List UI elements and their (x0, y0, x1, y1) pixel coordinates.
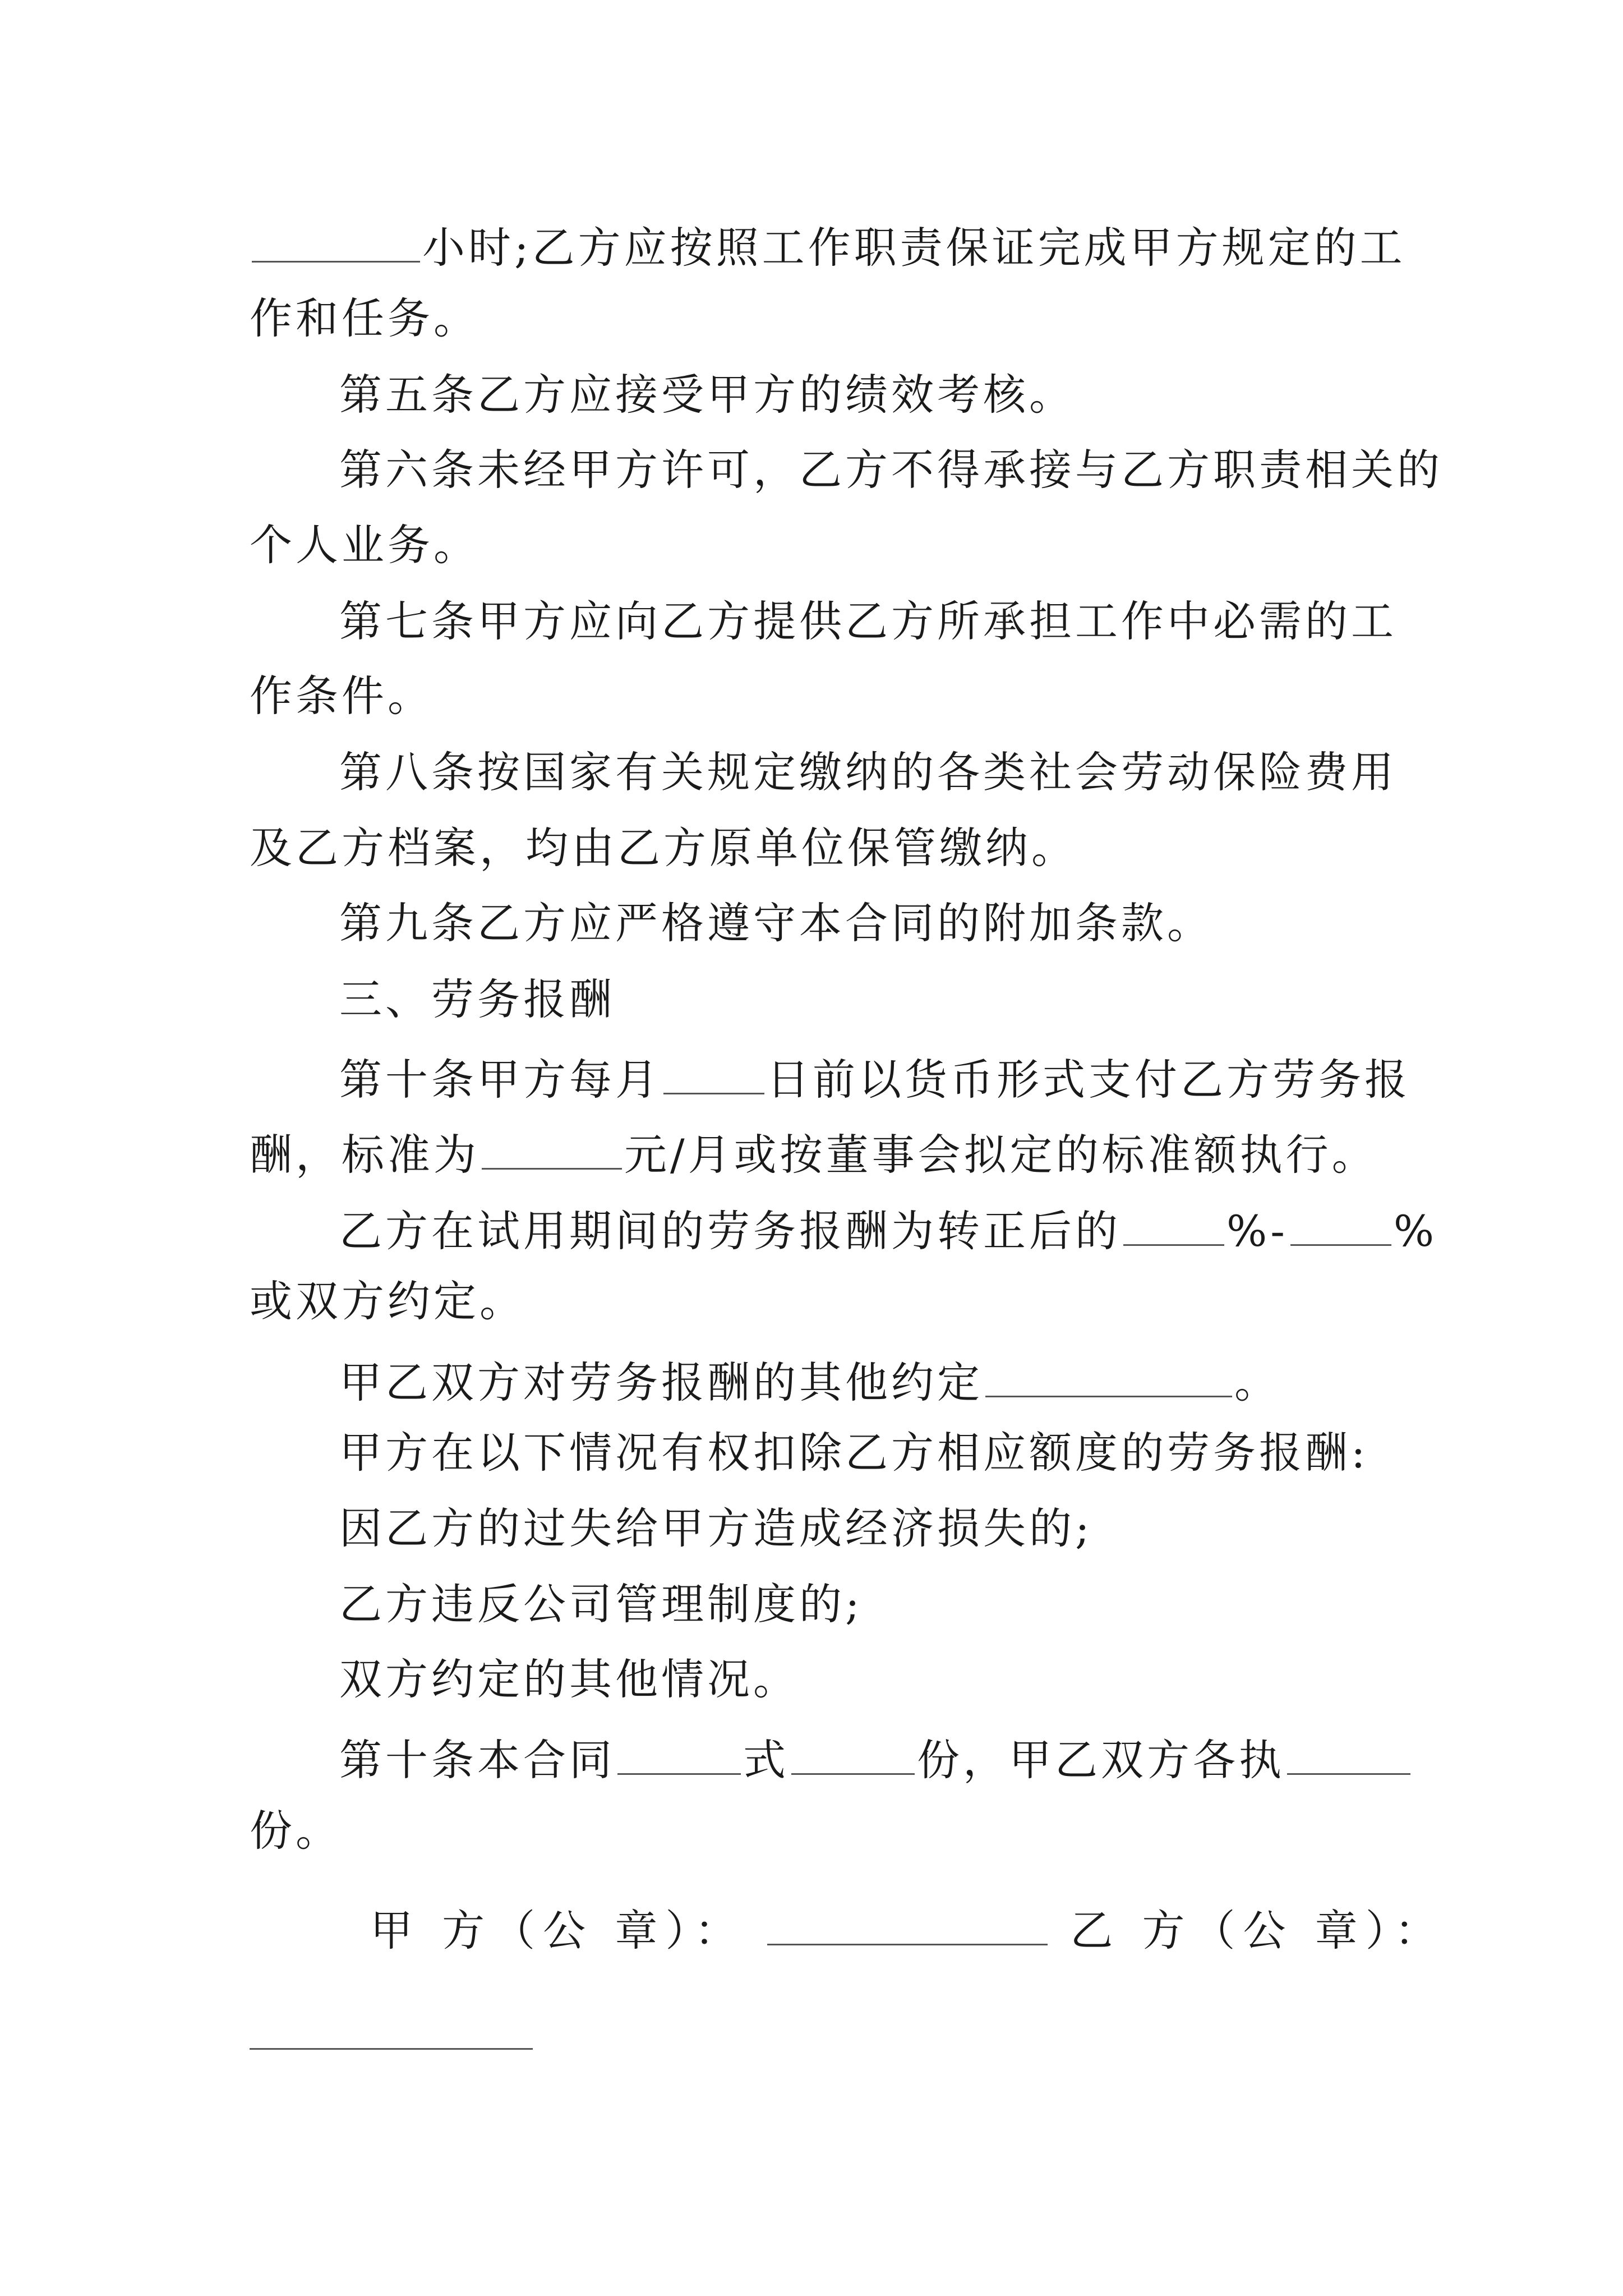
article10-line1: 第十条甲方每月 日前以货币形式支付乙方劳务报 (339, 1055, 1410, 1105)
deduction-item-1: 因乙方的过失给甲方造成经济损失的; (339, 1503, 1093, 1553)
article4-line1 (250, 222, 1406, 273)
article7-line2: 作条件。 (250, 671, 434, 721)
signature-line (370, 1904, 1445, 1955)
copies-count-blank[interactable] (791, 1734, 915, 1775)
article6-line1: 第六条未经甲方许可，乙方不得承接与乙方职责相关的 (339, 445, 1443, 495)
article7-line1: 第七条甲方应向乙方提供乙方所承担工作中必需的工 (339, 596, 1397, 646)
copies-line1: 第十条本合同 式 份，甲乙双方各执 (339, 1734, 1413, 1782)
party-a-seal-blank[interactable] (767, 1904, 1048, 1945)
copies-form-blank[interactable] (617, 1734, 741, 1775)
section3-heading: 三、劳务报酬 (339, 974, 615, 1024)
party-b-seal-label: 乙 方（公 章）： (1070, 1906, 1445, 1955)
pay-day-blank[interactable] (663, 1053, 764, 1094)
article9: 第九条乙方应严格遵守本合同的附加条款。 (339, 898, 1213, 948)
article8-line1: 第八条按国家有关规定缴纳的各类社会劳动保险费用 (339, 747, 1397, 797)
article8-line2: 及乙方档案，均由乙方原单位保管缴纳。 (250, 823, 1077, 873)
deduction-intro: 甲方在以下情况有权扣除乙方相应额度的劳务报酬: (339, 1428, 1369, 1478)
article6-line2: 个人业务。 (250, 520, 479, 570)
article4-line2: 作和任务。 (250, 293, 479, 343)
other-agreement-blank[interactable] (985, 1356, 1232, 1397)
party-b-seal-blank[interactable] (250, 2048, 533, 2050)
copies-line2: 份。 (250, 1806, 342, 1856)
probation-line1: 乙方在试用期间的劳务报酬为转正后的 %- % (339, 1206, 1438, 1256)
copies-each-blank[interactable] (1287, 1734, 1410, 1775)
party-a-seal-label: 甲 方（公 章）： (370, 1906, 745, 1955)
deduction-item-2: 乙方违反公司管理制度的; (339, 1579, 863, 1629)
probation-line2: 或双方约定。 (250, 1276, 525, 1326)
salary-amount-blank[interactable] (482, 1129, 622, 1170)
probation-max-blank[interactable] (1290, 1205, 1391, 1246)
hours-blank[interactable] (252, 222, 420, 263)
article4-text: 小时;乙方应按照工作职责保证完成甲方规定的工 (422, 223, 1406, 273)
probation-min-blank[interactable] (1123, 1205, 1224, 1246)
article5: 第五条乙方应接受甲方的绩效考核。 (339, 370, 1075, 420)
article10-line2: 酬，标准为 元/月或按董事会拟定的标准额执行。 (250, 1130, 1378, 1180)
other-agreement: 甲乙双方对劳务报酬的其他约定 。 (339, 1358, 1280, 1407)
deduction-item-3: 双方约定的其他情况。 (339, 1654, 799, 1704)
